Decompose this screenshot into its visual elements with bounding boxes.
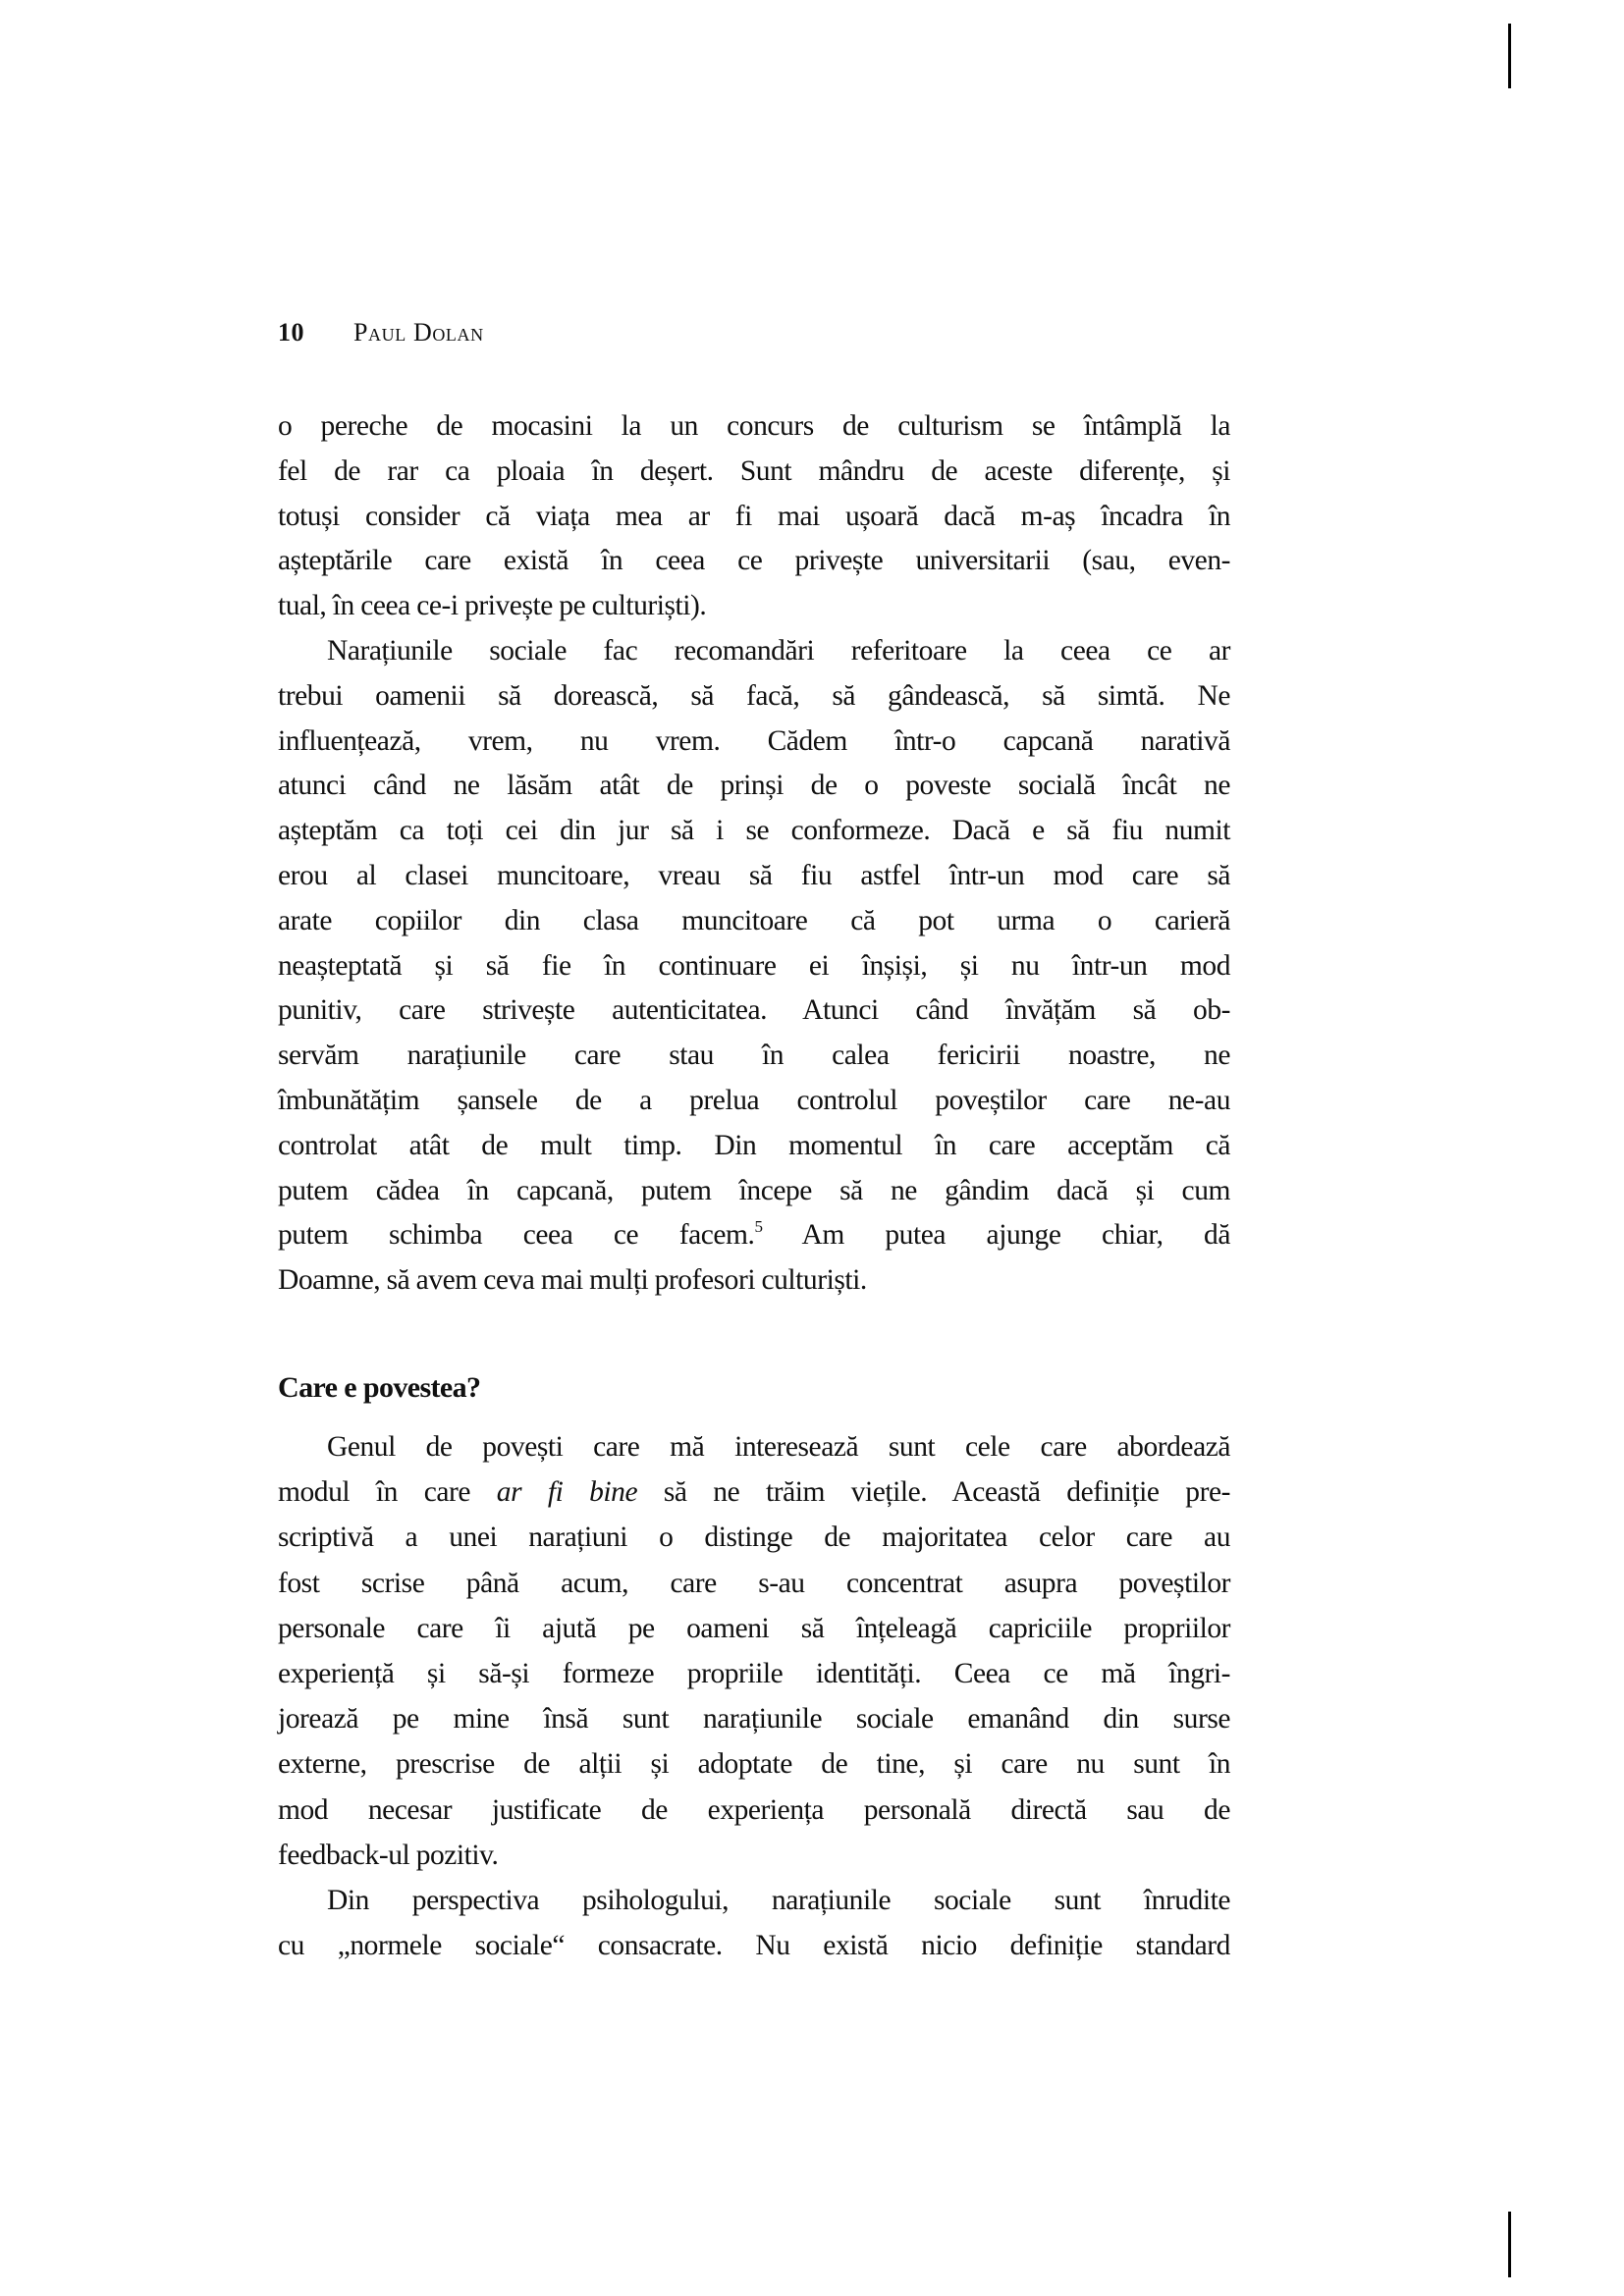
text-line-with-italic — [278, 1470, 1230, 1516]
text-line: Doamne, să avem ceva mai mulți profesori culturiști. — [278, 1264, 867, 1297]
text-line: fost scrise până acum, care s-au concentrat asupra poveștilor — [278, 1567, 1230, 1599]
crop-mark-bottom — [1508, 2212, 1511, 2277]
footnote-reference[interactable]: 5 — [754, 1217, 763, 1237]
text-line: așteptăm ca toți cei din jur să i se conformeze. Dacă e să fiu numit — [278, 815, 1230, 847]
text-line: totuși consider că viața mea ar fi mai ușoară dacă m-aș încadra în — [278, 500, 1230, 532]
page-number: 10 — [278, 318, 304, 347]
text-line: arate copiilor din clasa muncitoare că pot urma o carieră — [278, 904, 1230, 936]
text-line: tual, în ceea ce-i privește pe culturiști). — [278, 590, 707, 622]
paragraph-first-line: Narațiunile sociale fac recomandări referitoare la ceea ce ar — [327, 634, 1230, 667]
body-text-section-1 — [278, 404, 1230, 1304]
text-line-with-footnote — [278, 1213, 1230, 1258]
crop-mark-top — [1508, 24, 1511, 88]
body-text-section-2 — [278, 1425, 1230, 1969]
text-line: controlat atât de mult timp. Din momentul în care acceptăm că — [278, 1129, 1230, 1161]
section-heading: Care e povestea? — [278, 1371, 481, 1404]
text-line: externe, prescrise de alții și adoptate de tine, și care nu sunt în — [278, 1748, 1230, 1781]
text-segment: modul în care — [278, 1476, 497, 1509]
text-line: îmbunătățim șansele de a prelua controlul poveștilor care ne-au — [278, 1084, 1230, 1116]
text-line: așteptările care există în ceea ce privește universitarii (sau, even- — [278, 545, 1230, 577]
text-line: experiență și să-și formeze propriile identități. Ceea ce mă îngri- — [278, 1657, 1230, 1689]
text-line: cu „normele sociale“ consacrate. Nu există nicio definiție standard — [278, 1930, 1230, 1962]
running-head-author: Paul Dolan — [353, 318, 484, 347]
italic-emphasis: ar fi bine — [496, 1476, 638, 1509]
text-line: personale care îi ajută pe oameni să înțeleagă capriciile propriilor — [278, 1612, 1230, 1644]
text-line: erou al clasei muncitoare, vreau să fiu astfel într-un mod care să — [278, 859, 1230, 891]
text-line: trebui oamenii să dorească, să facă, să gândească, să simtă. Ne — [278, 679, 1230, 712]
text-line: fel de rar ca ploaia în deșert. Sunt mândru de aceste diferențe, și — [278, 454, 1230, 487]
text-line: feedback-ul pozitiv. — [278, 1839, 499, 1871]
text-line: scriptivă a unei narațiuni o distinge de majoritatea celor care au — [278, 1522, 1230, 1554]
text-line: punitiv, care strivește autenticitatea. Atunci când învățăm să ob- — [278, 994, 1230, 1027]
text-line: influențează, vrem, nu vrem. Cădem într-o capcană narativă — [278, 724, 1230, 757]
text-segment: Am putea ajunge chiar, dă — [762, 1219, 1230, 1252]
text-line: mod necesar justificate de experiența personală directă sau de — [278, 1793, 1230, 1826]
text-segment: putem schimba ceea ce facem. — [278, 1219, 755, 1252]
text-line: o pereche de mocasini la un concurs de culturism se întâmplă la — [278, 410, 1230, 442]
text-segment: să ne trăim viețile. Această definiție pre- — [637, 1476, 1230, 1509]
paragraph-first-line: Genul de povești care mă interesează sunt cele care abordează — [327, 1431, 1230, 1463]
paragraph-first-line: Din perspectiva psihologului, narațiunile sociale sunt înrudite — [327, 1884, 1230, 1916]
text-line: servăm narațiunile care stau în calea fericirii noastre, ne — [278, 1040, 1230, 1072]
running-head — [278, 318, 484, 347]
text-line: atunci când ne lăsăm atât de prinși de o poveste socială încât ne — [278, 770, 1230, 802]
text-line: jorează pe mine însă sunt narațiunile sociale emanând din surse — [278, 1703, 1230, 1735]
text-line: putem cădea în capcană, putem începe să ne gândim dacă și cum — [278, 1174, 1230, 1206]
text-line: neașteptată și să fie în continuare ei înșiși, și nu într-un mod — [278, 949, 1230, 982]
